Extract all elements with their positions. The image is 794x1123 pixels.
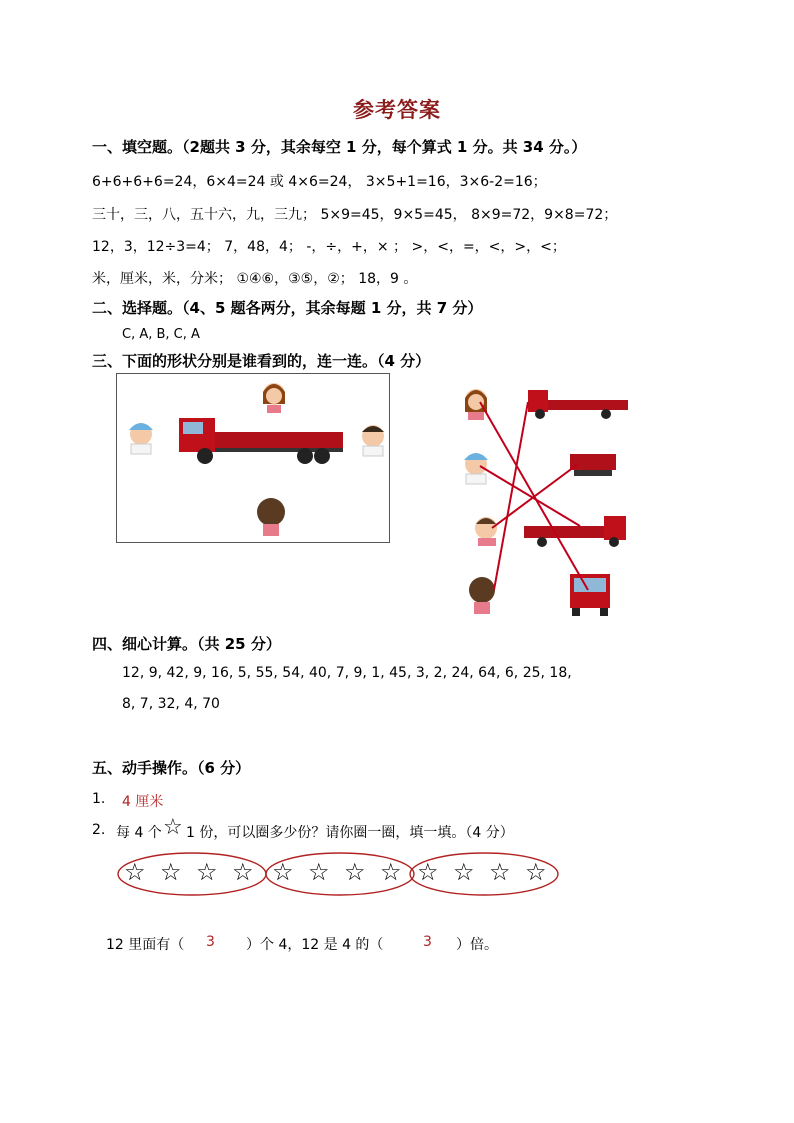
s1-line-2: 三十，三，八，五十六，九，三九； 5×9=45，9×5=45， 8×9=72，9×8=72；: [92, 207, 618, 223]
star-4: ☆: [232, 858, 254, 886]
section1-heading: 一、填空题。（2题共 3 分，其余每空 1 分，每个算式 1 分。共 34 分。）: [92, 138, 587, 156]
star-9: ☆: [417, 858, 439, 886]
girl-front-icon: [465, 389, 487, 420]
star-3: ☆: [196, 858, 218, 886]
star-2: ☆: [160, 858, 182, 886]
s1-line-3: 12，3，12÷3=4； 7，48，4； -，÷，+，× ； >，<，=，<，>，<；: [92, 239, 566, 255]
match-line-4: [494, 402, 528, 590]
q2-number: 2.: [92, 822, 106, 838]
girl-side-icon: [475, 517, 497, 546]
q1-answer: 4 厘米: [122, 794, 164, 810]
matching-answer-figure: [456, 378, 636, 620]
boy-left-icon: [129, 423, 153, 454]
star-1: ☆: [124, 858, 146, 886]
section2-heading: 二、选择题。（4、5 题各两分，其余每题 1 分，共 7 分）: [92, 299, 483, 317]
girl-back-small-icon: [469, 577, 495, 614]
s1-line-4: 米，厘米，米，分米； ①④⑥，③⑤，②； 18，9 。: [92, 271, 418, 287]
s4-line-1: 12, 9, 42, 9, 16, 5, 55, 54, 40, 7, 9, 1, 45, 3, 2, 24, 64, 6, 25, 18,: [122, 665, 572, 681]
truck-scene-drawing: [117, 374, 389, 542]
q1-number: 1.: [92, 791, 106, 807]
matching-drawing: [456, 378, 636, 620]
truck-front-icon: [570, 574, 610, 616]
truck-side-small-icon: [528, 390, 628, 419]
match-line-2: [480, 466, 580, 526]
star-7: ☆: [344, 858, 366, 886]
star-8: ☆: [380, 858, 402, 886]
star-icon: ☆: [163, 815, 183, 840]
section3-heading: 三、下面的形状分别是谁看到的，连一连。（4 分）: [92, 352, 431, 370]
star-6: ☆: [308, 858, 330, 886]
s4-line-2: 8, 7, 32, 4, 70: [122, 696, 220, 712]
section5-heading: 五、动手操作。（6 分）: [92, 759, 251, 777]
fill-answer-1: 3: [206, 934, 215, 950]
star-11: ☆: [489, 858, 511, 886]
fill-text-c: ）倍。: [456, 937, 498, 953]
fill-text-a: 12 里面有（: [106, 937, 185, 953]
girl-top-icon: [263, 383, 285, 413]
section4-heading: 四、细心计算。（共 25 分）: [92, 635, 281, 653]
fill-answer-2: 3: [423, 934, 432, 950]
fill-text-b: ）个 4，12 是 4 的（: [246, 937, 384, 953]
truck-side-reverse-icon: [524, 516, 626, 547]
truck-side-icon: [179, 418, 343, 464]
s1-line-1: 6+6+6+6=24，6×4=24 或 4×6=24， 3×5+1=16，3×6-2=16；: [92, 174, 547, 190]
q2-text-pre: 每 4 个: [116, 825, 162, 841]
match-line-3: [492, 464, 578, 528]
s2-answers: C, A, B, C, A: [122, 327, 200, 342]
star-10: ☆: [453, 858, 475, 886]
page-title: 参考答案: [353, 97, 441, 122]
star-groups: [112, 850, 572, 900]
boy-right-icon: [362, 425, 384, 456]
star-5: ☆: [272, 858, 294, 886]
star-12: ☆: [525, 858, 547, 886]
truck-scene-figure: [116, 373, 390, 543]
q2-text-post: 1 份，可以圈多少份？请你圈一圈，填一填。（4 分）: [186, 825, 514, 841]
girl-back-icon: [257, 498, 285, 536]
